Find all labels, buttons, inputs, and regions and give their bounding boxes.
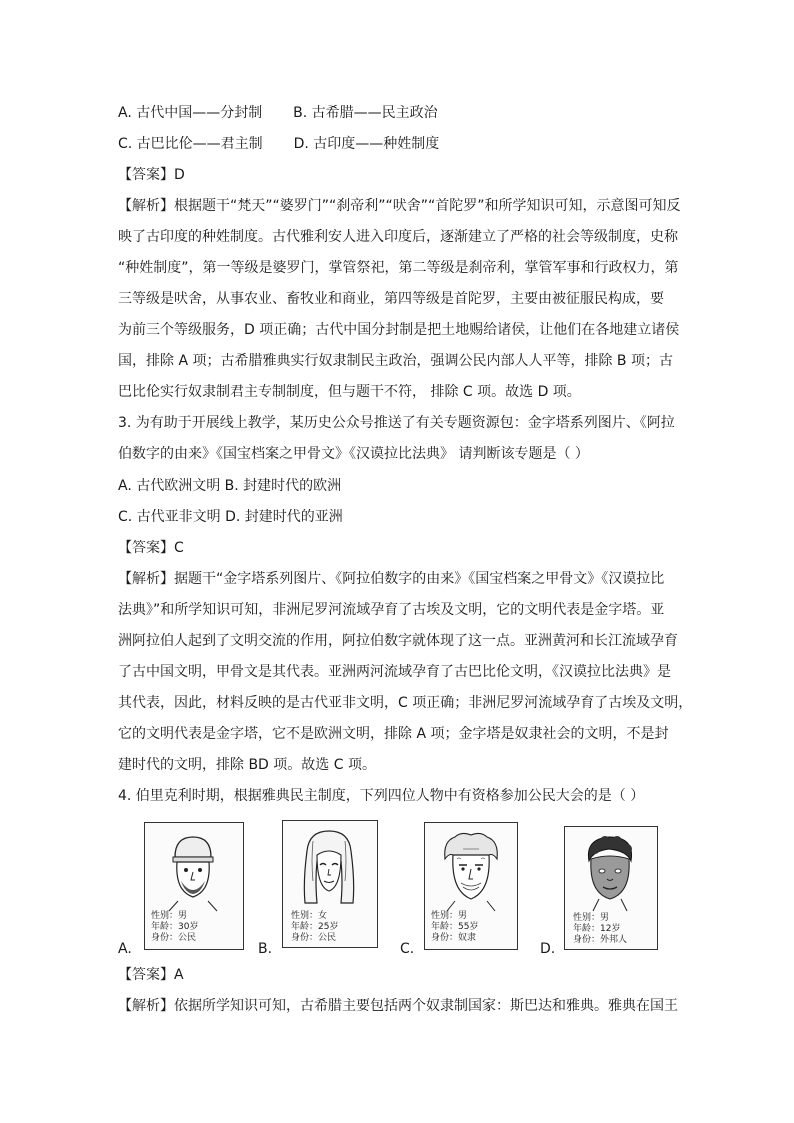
q2-analysis-line: 巴比伦实行奴隶制君主专制制度，但与题干不符， 排除 C 项。故选 D 项。 bbox=[118, 384, 581, 400]
q2-option-b: B. 古希腊——民主政治 bbox=[293, 105, 438, 121]
q3-analysis-line: 洲阿拉伯人起到了文明交流的作用，阿拉伯数字就体现了这一点。亚洲黄河和长江流域孕育 bbox=[118, 633, 678, 649]
q2-answer: 【答案】D bbox=[118, 167, 185, 183]
q4-stem: 4. 伯里克利时期，根据雅典民主制度，下列四位人物中有资格参加公民大会的是（ ） bbox=[118, 788, 645, 804]
card-d-status: 身份：外邦人 bbox=[573, 935, 628, 945]
card-b-age: 年龄：25岁 bbox=[291, 922, 339, 932]
q3-analysis-line: 【解析】据题干“金字塔系列图片、《阿拉伯数字的由来》《国宝档案之甲骨文》《汉谟拉比 bbox=[118, 571, 665, 587]
portrait-old-man-icon bbox=[425, 823, 516, 913]
portrait-woman-icon bbox=[283, 821, 376, 911]
q2-analysis-line: 【解析】根据题干“梵天”“婆罗门”“刹帝利”“吠舍”“首陀罗”和所学知识可知，示意图可知反 bbox=[118, 198, 681, 214]
q4-analysis-line: 【解析】依据所学知识可知，古希腊主要包括两个奴隶制国家：斯巴达和雅典。雅典在国王 bbox=[118, 998, 678, 1014]
q2-options-row-2 bbox=[118, 134, 439, 154]
q3-analysis-line: 它的文明代表是金字塔，它不是欧洲文明，排除 A 项；金字塔是奴隶社会的文明，不是封 bbox=[118, 726, 669, 742]
q4-card-b bbox=[282, 820, 378, 948]
q2-analysis-line: “种姓制度”，第一等级是婆罗门，掌管祭祀，第二等级是刹帝利，掌管军事和行政权力，第 bbox=[118, 260, 679, 276]
q3-analysis-line: 其代表，因此，材料反映的是古代亚非文明，C 项正确；非洲尼罗河流域孕育了古埃及文明， bbox=[118, 695, 693, 711]
portrait-boy-icon bbox=[565, 827, 656, 913]
q3-stem-line: 伯数字的由来》《国宝档案之甲骨文》《汉谟拉比法典》 请判断该专题是（ ） bbox=[118, 446, 589, 462]
card-a-age: 年龄：30岁 bbox=[151, 922, 199, 932]
q2-option-d: D. 古印度——种姓制度 bbox=[293, 136, 440, 152]
q2-analysis-line: 三等级是吠舍，从事农业、畜牧业和商业，第四等级是首陀罗，主要由被征服民构成，要 bbox=[118, 291, 664, 307]
q3-answer: 【答案】C bbox=[118, 540, 184, 556]
q3-analysis-line: 法典》”和所学知识可知，非洲尼罗河流域孕育了古埃及文明，它的文明代表是金字塔。亚 bbox=[118, 602, 665, 618]
card-d-gender: 性别：男 bbox=[573, 913, 610, 923]
q4-option-b-letter: B. bbox=[258, 941, 273, 957]
q3-analysis-line: 了古中国文明，甲骨文是其代表。亚洲两河流域孕育了古巴比伦文明，《汉谟拉比法典》是 bbox=[118, 664, 671, 680]
q2-option-c: C. 古巴比伦——君主制 bbox=[118, 136, 263, 152]
q2-option-a: A. 古代中国——分封制 bbox=[118, 105, 263, 121]
q2-analysis-line: 映了古印度的种姓制度。古代雅利安人进入印度后，逐渐建立了严格的社会等级制度，史称 bbox=[118, 229, 678, 245]
q4-card-c bbox=[424, 822, 518, 950]
card-c-status: 身份：奴隶 bbox=[431, 933, 477, 943]
q4-answer: 【答案】A bbox=[118, 967, 184, 983]
q3-stem-line: 3. 为有助于开展线上教学，某历史公众号推送了有关专题资源包：金字塔系列图片、《阿拉 bbox=[118, 415, 675, 431]
q4-option-a-letter: A. bbox=[118, 941, 132, 957]
q4-card-a bbox=[144, 822, 244, 950]
q4-card-d bbox=[564, 826, 658, 950]
card-a-status: 身份：公民 bbox=[151, 933, 197, 943]
q3-analysis-line: 建时代的文明，排除 BD 项。故选 C 项。 bbox=[118, 757, 376, 773]
card-c-age: 年龄：55岁 bbox=[431, 922, 479, 932]
card-d-age: 年龄：12岁 bbox=[573, 924, 621, 934]
q3-options-row-2: C. 古代亚非文明 D. 封建时代的亚洲 bbox=[118, 509, 343, 525]
q2-options-row-1 bbox=[118, 103, 438, 123]
card-b-status: 身份：公民 bbox=[291, 933, 337, 943]
card-b-gender: 性别：女 bbox=[291, 911, 328, 921]
q2-analysis-line: 为前三个等级服务，D 项正确；古代中国分封制是把土地赐给诸侯，让他们在各地建立诸侯 bbox=[118, 322, 680, 338]
card-c-gender: 性别：男 bbox=[431, 911, 468, 921]
q4-option-d-letter: D. bbox=[540, 941, 556, 957]
portrait-man-cap-icon bbox=[145, 823, 242, 913]
q2-analysis-line: 国，排除 A 项；古希腊雅典实行奴隶制民主政治，强调公民内部人人平等，排除 B 项；古 bbox=[118, 353, 673, 369]
card-a-gender: 性别：男 bbox=[151, 911, 188, 921]
q4-option-c-letter: C. bbox=[400, 941, 415, 957]
q3-options-row-1: A. 古代欧洲文明 B. 封建时代的欧洲 bbox=[118, 478, 342, 494]
